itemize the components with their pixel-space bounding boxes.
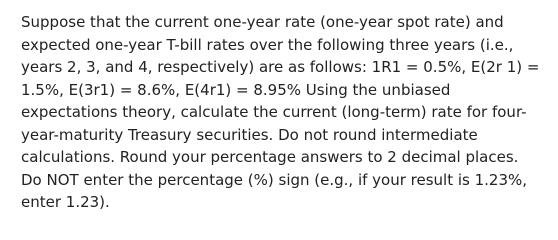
question-text: Suppose that the current one-year rate (one-year spot rate) and expected one-year T-bill rates over the following three years (i.e., years 2, 3, and 4, respectively) are as follows: 1R1 = 0.5%, E(2r 1) = 1.5%, E(3r1) = 8.6%, E(4r1) = 8.95% Using the unbiased expectations theory, calculate the current (long-term) rate for four-year-maturity Treasury securities. Do not round intermediate calculations. Round your percentage answers to 2 decimal places. Do NOT enter the percentage (%) sign (e.g., if your result is 1.23%, enter 1.23). <box>21 13 540 211</box>
